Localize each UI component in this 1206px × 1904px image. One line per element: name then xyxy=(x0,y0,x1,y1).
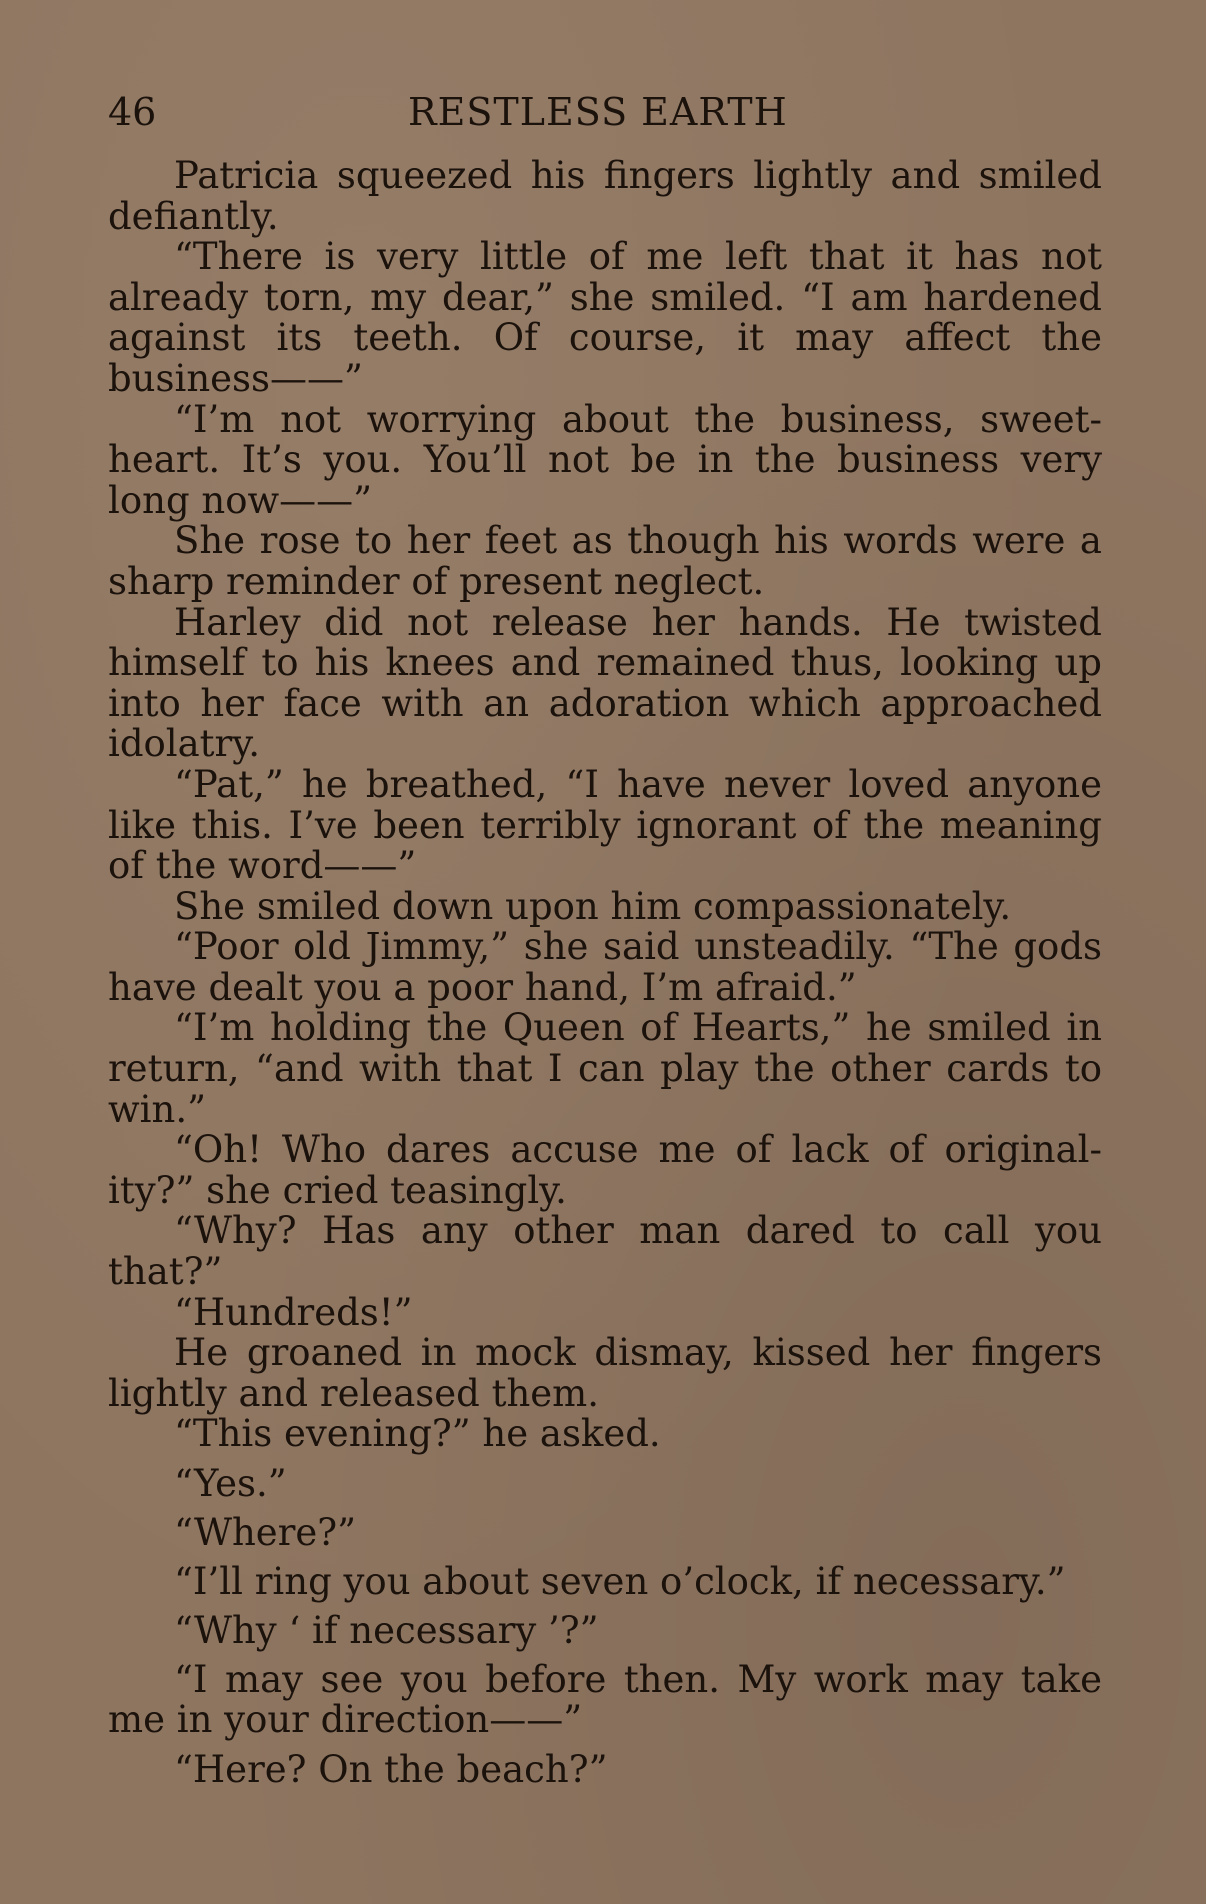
paragraph: Harley did not release her hands. He twisted himself to his knees and remained thus, looking up into her face with an adoration which approached idolatry. xyxy=(108,600,1102,766)
body-text xyxy=(108,156,1102,1790)
paragraph: “I may see you before then. My work may take me in your direction——” xyxy=(108,1657,1102,1742)
paragraph: “Yes.” xyxy=(174,1461,287,1505)
running-title: RESTLESS EARTH xyxy=(408,90,788,134)
paragraph: “This evening?” he asked. xyxy=(174,1412,661,1456)
paragraph: “Where?” xyxy=(174,1510,357,1554)
paragraph: “Pat,” he breathed, “I have never loved anyone like this. I’ve been terribly ignorant of the meaning of the word——” xyxy=(108,762,1102,888)
page-number: 46 xyxy=(108,90,157,134)
paragraph: She rose to her feet as though his words were a sharp reminder of present neglect. xyxy=(108,519,1102,603)
paragraph: “I’m holding the Queen of Hearts,” he smiled in return, “and with that I can play the other cards to win.” xyxy=(108,1006,1102,1131)
paragraph: “Poor old Jimmy,” she said unsteadily. “The gods have dealt you a poor hand, I’m afraid.” xyxy=(108,925,1102,1009)
paragraph: “Oh! Who dares accuse me of lack of original-ity?” she cried teasingly. xyxy=(108,1128,1102,1212)
paragraph: She smiled down upon him compassionately. xyxy=(174,884,1012,928)
paragraph: He groaned in mock dismay, kissed her fingers lightly and released them. xyxy=(108,1331,1102,1415)
paragraph: “Here? On the beach?” xyxy=(174,1747,608,1791)
paragraph: “There is very little of me left that it has not already torn, my dear,” she smiled. “I am hardened against its teeth. Of course, it may affect the business——” xyxy=(108,235,1102,400)
paragraph: “Why? Has any other man dared to call you that?” xyxy=(108,1209,1102,1294)
running-head xyxy=(108,88,1106,136)
paragraph: “Why ‘ if necessary ’?” xyxy=(174,1608,599,1652)
paragraph: Patricia squeezed his fingers lightly and smiled defiantly. xyxy=(108,154,1102,238)
paragraph: “Hundreds!” xyxy=(174,1290,413,1334)
paragraph: “I’m not worrying about the business, sweet-heart. It’s you. You’ll not be in the business very long now——” xyxy=(108,397,1102,522)
paragraph: “I’ll ring you about seven o’clock, if necessary.” xyxy=(174,1559,1066,1603)
